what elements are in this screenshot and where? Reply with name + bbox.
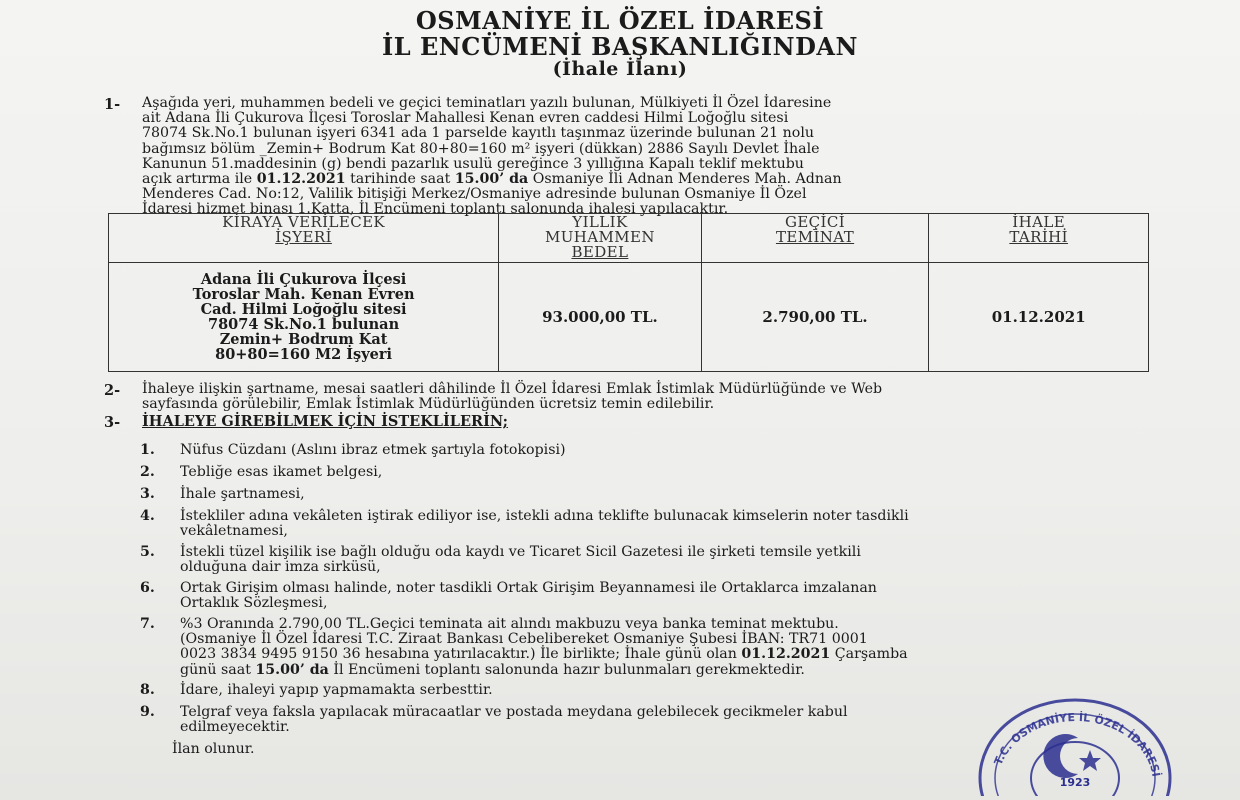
section-1-line: İdaresi hizmet binası 1.Katta, İl Encümeni toplantı salonunda ihalesi yapılacaktır. <box>142 201 729 218</box>
item-text: İdare, ihaleyi yapıp yapmamakta serbesttir. <box>180 682 493 698</box>
section-1-number: 1- <box>104 96 121 113</box>
item-text <box>180 581 1200 611</box>
text-fragment: açık artırma ile <box>142 171 257 188</box>
text-fragment: Osmaniye İli Adnan Menderes Mah. Adnan <box>528 171 842 188</box>
cell-date: 01.12.2021 <box>929 263 1149 372</box>
item-number: 5. <box>140 544 155 560</box>
item-number: 2. <box>140 464 155 480</box>
item-text: İhale şartnamesi, <box>180 486 305 502</box>
text-fragment: 0023 3834 9495 9150 36 hesabına yatırılacaktır.) İle birlikte; İhale günü olan <box>180 646 742 663</box>
header-text: KİRAYA VERİLECEK <box>222 213 386 231</box>
section-1-text <box>142 96 1146 218</box>
header-line-3: (İhale İlanı) <box>552 58 688 80</box>
cell-text: Cad. Hilmi Loğoğlu sitesi <box>200 301 407 318</box>
item-line: %3 Oranında 2.790,00 TL.Geçici teminata ait alındı makbuzu veya banka teminat mektubu. <box>180 616 839 632</box>
item-number: 1. <box>140 442 155 458</box>
item-line <box>180 647 1200 662</box>
text-fragment: İl Encümeni toplantı salonunda hazır bulunmaları gerekmektedir. <box>328 661 805 678</box>
item-text: Nüfus Cüzdanı (Aslını ibraz etmek şartıyla fotokopisi) <box>180 442 566 458</box>
cell-text: Toroslar Mah. Kenan Evren <box>192 286 415 303</box>
table-row <box>109 263 1149 372</box>
section-2-line: sayfasında görülebilir, Emlak İstimlak Müdürlüğünden ücretsiz temin edilebilir. <box>142 396 715 413</box>
stamp-year: 1923 <box>1059 776 1091 789</box>
item-text <box>180 545 1200 575</box>
text-fragment: tarihinde saat <box>345 171 455 188</box>
tender-date: 01.12.2021 <box>741 646 831 663</box>
header-line-2: İL ENCÜMENİ BAŞKANLIĞINDAN <box>382 32 858 61</box>
section-1-line-6 <box>142 172 1146 187</box>
item-number: 9. <box>140 704 155 720</box>
header-line-1: OSMANİYE İL ÖZEL İDARESİ <box>415 6 825 35</box>
tender-time: 15.00’ da <box>454 171 529 188</box>
section-1-line: Kanunun 51.maddesinin (g) bendi pazarlık usulü gereğince 3 yıllığına Kapalı teklif mektubu <box>142 155 804 172</box>
header-text: TARİHİ <box>1009 228 1068 246</box>
header-text: GEÇİCİ <box>784 213 846 231</box>
item-number: 6. <box>140 580 155 596</box>
item-number: 4. <box>140 508 155 524</box>
section-2-number: 2- <box>104 382 121 399</box>
header-text: YILLIK <box>572 213 628 231</box>
header-text: MUHAMMEN <box>544 228 655 246</box>
stamp-ring-text: T.C. OSMANİYE İL ÖZEL İDARESİ <box>991 710 1163 778</box>
cell-text: 80+80=160 M2 İşyeri <box>215 346 393 363</box>
header-cell-date <box>929 214 1149 263</box>
item-text: Tebliğe esas ikamet belgesi, <box>180 464 383 480</box>
cell-workplace <box>109 263 499 372</box>
item-line: vekâletnamesi, <box>180 523 288 540</box>
section-1-line: 78074 Sk.No.1 bulunan işyeri 6341 ada 1 parselde kayıtlı taşınmaz üzerinde bulunan 21 nolu <box>142 125 815 142</box>
item-line: Ortaklık Sözleşmesi, <box>180 595 328 612</box>
closing-text: İlan olunur. <box>172 741 255 757</box>
item-number: 3. <box>140 486 155 502</box>
section-1-line: Aşağıda yeri, muhammen bedeli ve geçici teminatları yazılı bulunan, Mülkiyeti İl Özel İdaresine <box>142 95 832 111</box>
header-text: İŞYERİ <box>275 228 332 246</box>
tender-date: 01.12.2021 <box>256 171 346 188</box>
cell-text: Adana İli Çukurova İlçesi <box>200 271 407 288</box>
cell-price: 93.000,00 TL. <box>499 263 702 372</box>
section-1-line: bağımsız bölüm _Zemin+ Bodrum Kat 80+80=160 m² işyeri (dükkan) 2886 Sayılı Devlet İhale <box>142 140 820 157</box>
official-stamp-icon <box>968 678 1178 796</box>
text-fragment: günü saat <box>180 661 256 678</box>
header-cell-price <box>499 214 702 263</box>
item-number: 8. <box>140 682 155 698</box>
item-line: İstekli tüzel kişilik ise bağlı olduğu oda kaydı ve Ticaret Sicil Gazetesi ile şirketi temsile yetkili <box>180 544 861 560</box>
item-line: olduğuna dair imza sirküsü, <box>180 559 381 576</box>
text-fragment: Çarşamba <box>830 646 908 663</box>
tender-table <box>108 213 1149 372</box>
item-line: (Osmaniye İl Özel İdaresi T.C. Ziraat Bankası Cebelibereket Osmaniye Şubesi İBAN: TR71 0001 <box>180 631 868 648</box>
header-text: TEMİNAT <box>775 228 855 246</box>
section-3-heading: İHALEYE GİREBİLMEK İÇİN İSTEKLİLERİN; <box>142 413 508 430</box>
section-2-line: İhaleye ilişkin şartname, mesai saatleri dâhilinde İl Özel İdaresi Emlak İstimlak Müdürlüğünde ve Web <box>142 381 883 397</box>
cell-text: Zemin+ Bodrum Kat <box>219 331 388 348</box>
item-line: Ortak Girişim olması halinde, noter tasdikli Ortak Girişim Beyannamesi ile Ortaklarca imzalanan <box>180 580 877 596</box>
item-line: İstekliler adına vekâleten iştirak ediliyor ise, istekli adına teklifte bulunacak kimselerin noter tasdikli <box>180 508 909 524</box>
section-3-number: 3- <box>104 414 121 431</box>
item-line <box>180 663 1200 678</box>
header-text: İHALE <box>1012 213 1066 231</box>
item-line: Telgraf veya faksla yapılacak müracaatlar ve postada meydana gelebilecek gecikmeler kabul <box>180 704 848 720</box>
item-text <box>180 617 1200 678</box>
header-text: BEDEL <box>571 243 629 261</box>
header-cell-workplace <box>109 214 499 263</box>
cell-guarantee: 2.790,00 TL. <box>701 263 929 372</box>
tender-time: 15.00’ da <box>255 661 329 678</box>
header-cell-guarantee <box>701 214 929 263</box>
item-text <box>180 509 1200 539</box>
table-header-row <box>109 214 1149 263</box>
cell-text: 78074 Sk.No.1 bulunan <box>207 316 400 333</box>
item-number: 7. <box>140 616 155 632</box>
section-2-text <box>142 382 1177 412</box>
section-1-line: Menderes Cad. No:12, Valilik bitişiği Merkez/Osmaniye adresinde bulunan Osmaniye İl Özel <box>142 186 807 203</box>
item-line: edilmeyecektir. <box>180 719 290 736</box>
section-1-line: ait Adana İli Çukurova İlçesi Toroslar Mahallesi Kenan evren caddesi Hilmi Loğoğlu sitesi <box>142 110 789 127</box>
